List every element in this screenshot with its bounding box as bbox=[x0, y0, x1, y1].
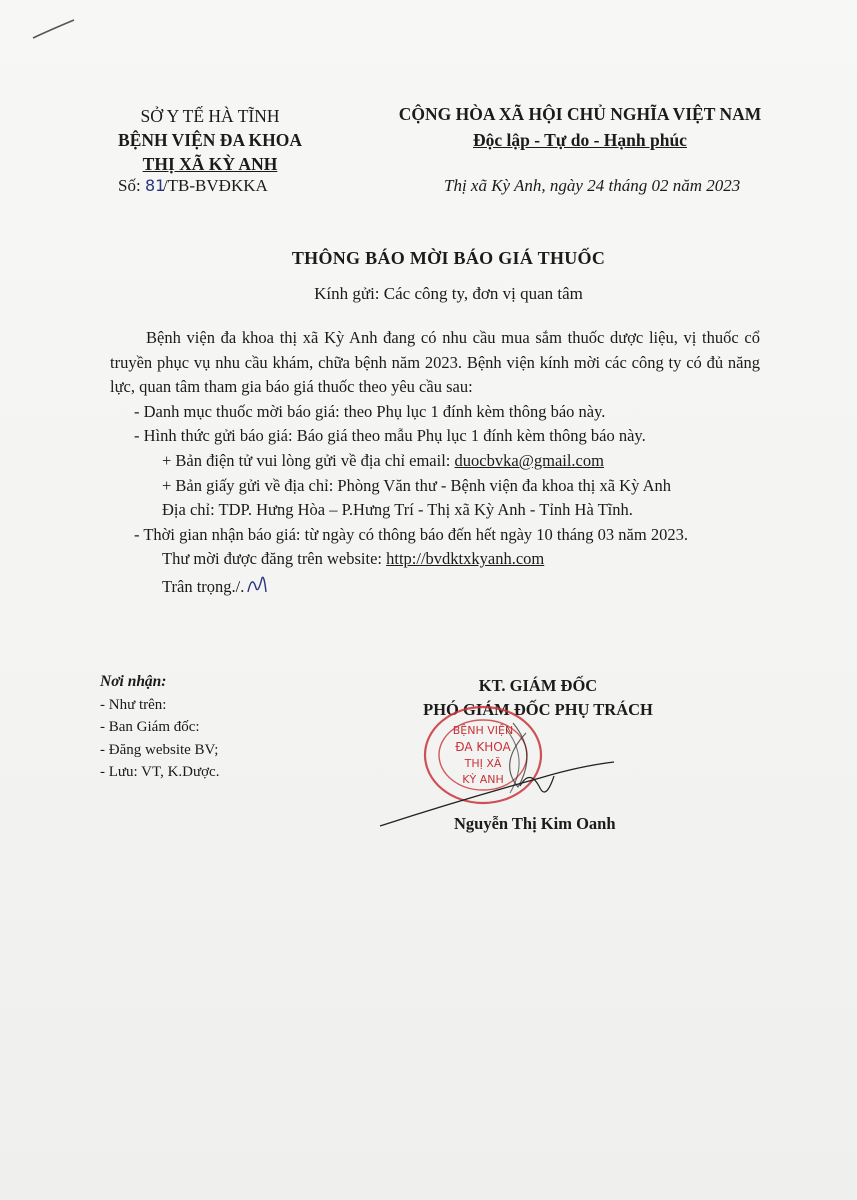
document-number bbox=[118, 176, 268, 196]
document-title: THÔNG BÁO MỜI BÁO GIÁ THUỐC bbox=[291, 248, 606, 268]
signer-name: Nguyễn Thị Kim Oanh bbox=[454, 814, 616, 833]
email-link[interactable]: duocbvka@gmail.com bbox=[454, 450, 604, 470]
national-motto: Độc lập - Tự do - Hạnh phúc bbox=[473, 130, 687, 150]
website-link[interactable]: http://bvdktxkyanh.com bbox=[386, 549, 545, 569]
stamp-text-line2: ĐA KHOA bbox=[455, 740, 511, 754]
issuer-department: SỞ Y TẾ HÀ TĨNH bbox=[140, 106, 280, 126]
recipients-block bbox=[100, 671, 219, 784]
recipient-item: - Ban Giám đốc: bbox=[100, 719, 200, 735]
stamp-text-line4: KỲ ANH bbox=[462, 773, 504, 786]
recipient-item: - Như trên: bbox=[100, 696, 167, 713]
body-item-deadline: - Thời gian nhận báo giá: từ ngày có thông báo đến hết ngày 10 tháng 03 năm 2023. bbox=[134, 524, 688, 544]
stamp-text-line3: THỊ XÃ bbox=[464, 757, 502, 770]
document-body bbox=[110, 326, 760, 600]
initials-mark bbox=[244, 572, 270, 598]
body-item-list: - Danh mục thuốc mời báo giá: theo Phụ lục 1 đính kèm thông báo này. bbox=[134, 401, 606, 421]
body-paper-line: + Bản giấy gửi về địa chỉ: Phòng Văn thư - Bệnh viện đa khoa thị xã Kỳ Anh bbox=[162, 475, 671, 495]
addressee-line: Kính gửi: Các công ty, đơn vị quan tâm bbox=[314, 284, 583, 303]
signatory-title-line1: KT. GIÁM ĐỐC bbox=[478, 676, 598, 695]
issuer-hospital: BỆNH VIỆN ĐA KHOA bbox=[118, 130, 302, 150]
pen-scratch-mark bbox=[30, 14, 80, 44]
body-email-line bbox=[110, 449, 760, 474]
document-number-label: Số: bbox=[118, 176, 141, 195]
body-intro: Bệnh viện đa khoa thị xã Kỳ Anh đang có nhu cầu mua sắm thuốc dược liệu, vị thuốc cổ truyền phục vụ nhu cầu khám, chữa bệnh năm 2023. Bệnh viện kính mời các công ty có đủ năng lực, quan tâm tham gia báo giá thuốc theo yêu cầu sau: bbox=[110, 328, 760, 397]
national-heading bbox=[380, 101, 780, 153]
body-website-line bbox=[110, 547, 760, 572]
closing-text: Trân trọng./. bbox=[162, 576, 245, 596]
recipient-item: - Lưu: VT, K.Dược. bbox=[100, 764, 220, 780]
issuer-town: THỊ XÃ KỲ ANH bbox=[142, 154, 278, 174]
document-date: Thị xã Kỳ Anh, ngày 24 tháng 02 năm 2023 bbox=[444, 176, 741, 195]
document-number-handwritten: 81 bbox=[144, 176, 166, 195]
document-number-suffix: /TB-BVĐKKA bbox=[162, 176, 268, 195]
body-item-format: - Hình thức gửi báo giá: Báo giá theo mẫu Phụ lục 1 đính kèm thông báo này. bbox=[134, 426, 646, 446]
website-prefix: Thư mời được đăng trên website: bbox=[162, 549, 387, 569]
national-title: CỘNG HÒA XÃ HỘI CHỦ NGHĨA VIỆT NAM bbox=[398, 104, 762, 124]
signatory-title-line2: PHÓ GIÁM ĐỐC PHỤ TRÁCH bbox=[423, 700, 653, 719]
stamp-text-line1: BỆNH VIỆN bbox=[452, 724, 514, 737]
recipients-title: Nơi nhận: bbox=[100, 673, 167, 690]
email-prefix: + Bản điện tử vui lòng gửi về địa chỉ email: bbox=[162, 450, 455, 470]
recipient-item: - Đăng website BV; bbox=[100, 741, 219, 758]
issuer-block bbox=[60, 104, 360, 176]
body-address-line: Địa chỉ: TDP. Hưng Hòa – P.Hưng Trí - Thị xã Kỳ Anh - Tỉnh Hà Tĩnh. bbox=[162, 500, 633, 520]
body-closing bbox=[110, 572, 760, 600]
